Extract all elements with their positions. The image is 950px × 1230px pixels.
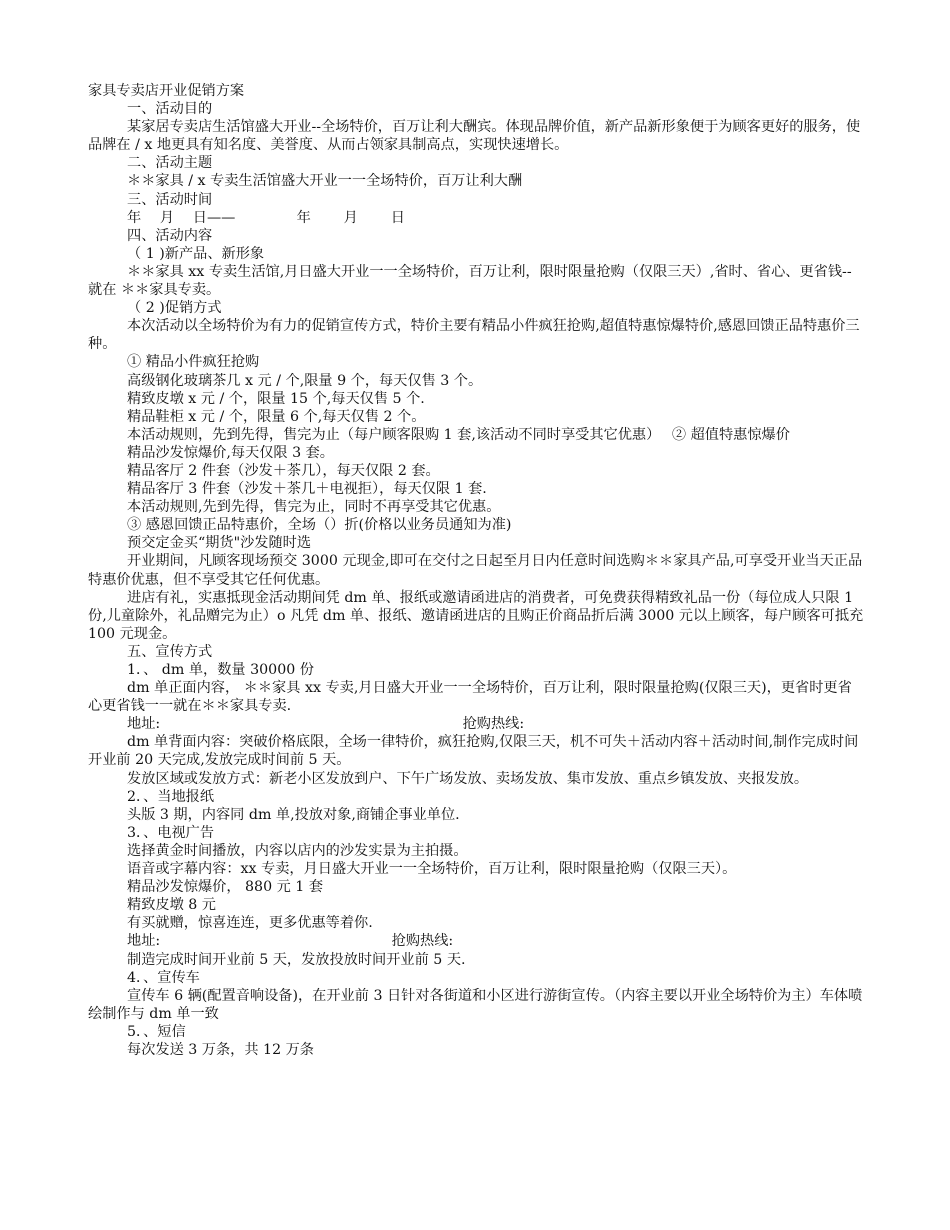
paragraph: 每次发送 3 万条，共 12 万条 <box>127 1041 314 1058</box>
subsection-heading: （ 1 )新产品、新形象 <box>127 245 265 262</box>
section-heading: 五、宣传方式 <box>127 643 213 660</box>
paragraph: dm 单背面内容：突破价格底限，全场一律特价，疯狂抢购,仅限三天，机不可失＋活动内容＋活动时间,制作完成时间开业前 20 天完成,发放完成时间前 5 天。 <box>88 734 859 769</box>
list-heading: ③ 感恩回馈正品特惠价，全场（）折(价格以业务员通知为准) <box>127 517 512 534</box>
paragraph: 头版 3 期，内容同 dm 单,投放对象,商铺企事业单位. <box>127 806 460 823</box>
contact-line: 地址: 抢购热线: <box>127 716 525 733</box>
subsection-heading: 2．、当地报纸 <box>127 788 215 805</box>
paragraph: 本活动规则,先到先得，售完为止，同时不再享受其它优惠。 <box>127 499 501 516</box>
paragraph: 开业期间，凡顾客现场预交 3000 元现金,即可在交付之日起至月日内任意时间选购＊＊家具产品,可享受开业当天正品特惠价优惠，但不享受其它任何优惠。 <box>88 553 863 588</box>
paragraph: 年 月 日—— 年 月 日 <box>127 209 405 226</box>
paragraph: 选择黄金时间播放，内容以店内的沙发实景为主拍摄。 <box>127 842 468 859</box>
paragraph: 本活动规则，先到先得，售完为止（每户顾客限购 1 套,该活动不同时享受其它优惠） ② 超值特惠惊爆价 <box>127 426 790 443</box>
paragraph: 精致皮墩 8 元 <box>127 897 216 914</box>
list-heading: ① 精品小件疯狂抢购 <box>127 354 260 371</box>
document-title: 家具专卖店开业促销方案 <box>88 83 245 99</box>
paragraph: ＊＊家具 xx 专卖生活馆,月日盛大开业一一全场特价，百万让利，限时限量抢购（仅限三天）,省时、省心、更省钱--就在 ＊＊家具专卖。 <box>88 263 852 299</box>
section-heading: 一、活动目的 <box>127 101 213 118</box>
list-item: 精品客厅 3 件套（沙发＋茶几＋电视拒），每天仅限 1 套. <box>127 481 487 498</box>
section-heading: 四、活动内容 <box>127 227 213 244</box>
document-body <box>88 82 864 1059</box>
list-heading: 预交定金买“期货"沙发随时选 <box>127 535 312 552</box>
paragraph: 宣传车 6 辆(配置音响设备)，在开业前 3 日针对各街道和小区进行游街宣传。（内容主要以开业全场特价为主）车体喷绘制作与 dm 单一致 <box>88 987 863 1022</box>
list-item: 高级钢化玻璃茶几 x 元 / 个,限量 9 个，每天仅售 3 个。 <box>127 372 483 389</box>
paragraph: 发放区域或发放方式：新老小区发放到户、下午广场发放、卖场发放、集市发放、重点乡镇发放、夹报发放。 <box>127 770 809 787</box>
subsection-heading: 3．、电视广告 <box>127 824 215 841</box>
list-item: 精品沙发惊爆价,每天仅限 3 套。 <box>127 444 334 461</box>
list-item: 精品鞋柜 x 元 / 个，限量 6 个,每天仅售 2 个。 <box>127 408 426 425</box>
subsection-heading: （ 2 )促销方式 <box>127 300 222 317</box>
subsection-heading: 1．、 dm 单，数量 30000 份 <box>127 662 314 678</box>
contact-line: 地址: 抢购热线: <box>127 933 454 950</box>
paragraph: 某家居专卖店生活馆盛大开业--全场特价，百万让利大酬宾。体现品牌价值，新产品新形象便于为顾客更好的服务，使品牌在 / x 地更具有知名度、美誉度、从而占领家具制高点，实现快速增长。 <box>88 119 861 154</box>
paragraph: dm 单正面内容， ＊＊家具 xx 专卖,月日盛大开业一一全场特价，百万让利，限时限量抢购(仅限三天)，更省时更省心更省钱一一就在＊＊家具专卖. <box>88 680 852 715</box>
paragraph: 进店有礼，实惠抵现金活动期间凭 dm 单、报纸或邀请函进店的消费者，可免费获得精致礼品一份（每位成人只限 1 份,儿童除外，礼品赠完为止）o 凡凭 dm 单、报纸、邀请函进店的且购正价商品折后满 3000 元以上顾客，每户顾客可抵充 100 元现金。 <box>88 589 864 642</box>
paragraph: 本次活动以全场特价为有力的促销宣传方式，特价主要有精品小件疯狂抢购,超值特惠惊爆特价,感恩回馈正品特惠价三种。 <box>88 318 860 353</box>
list-item: 精品客厅 2 件套（沙发＋茶几），每天仅限 2 套。 <box>127 462 440 479</box>
section-heading: 二、活动主题 <box>127 155 213 172</box>
paragraph: 精品沙发惊爆价， 880 元 1 套 <box>127 879 324 896</box>
subsection-heading: 4．、宣传车 <box>127 969 200 986</box>
paragraph: ＊＊家具 / x 专卖生活馆盛大开业一一全场特价，百万让利大酬 <box>127 173 523 190</box>
subsection-heading: 5．、短信 <box>127 1023 186 1040</box>
paragraph: 有买就赠，惊喜连连，更多优惠等着你. <box>127 915 373 932</box>
paragraph: 制造完成时间开业前 5 天，发放投放时间开业前 5 天. <box>127 951 466 968</box>
section-heading: 三、活动时间 <box>127 191 213 208</box>
list-item: 精致皮墩 x 元 / 个，限量 15 个,每天仅售 5 个. <box>127 390 425 407</box>
paragraph: 语音或字幕内容：xx 专卖，月日盛大开业一一全场特价，百万让利，限时限量抢购（仅限三天）。 <box>127 861 737 878</box>
